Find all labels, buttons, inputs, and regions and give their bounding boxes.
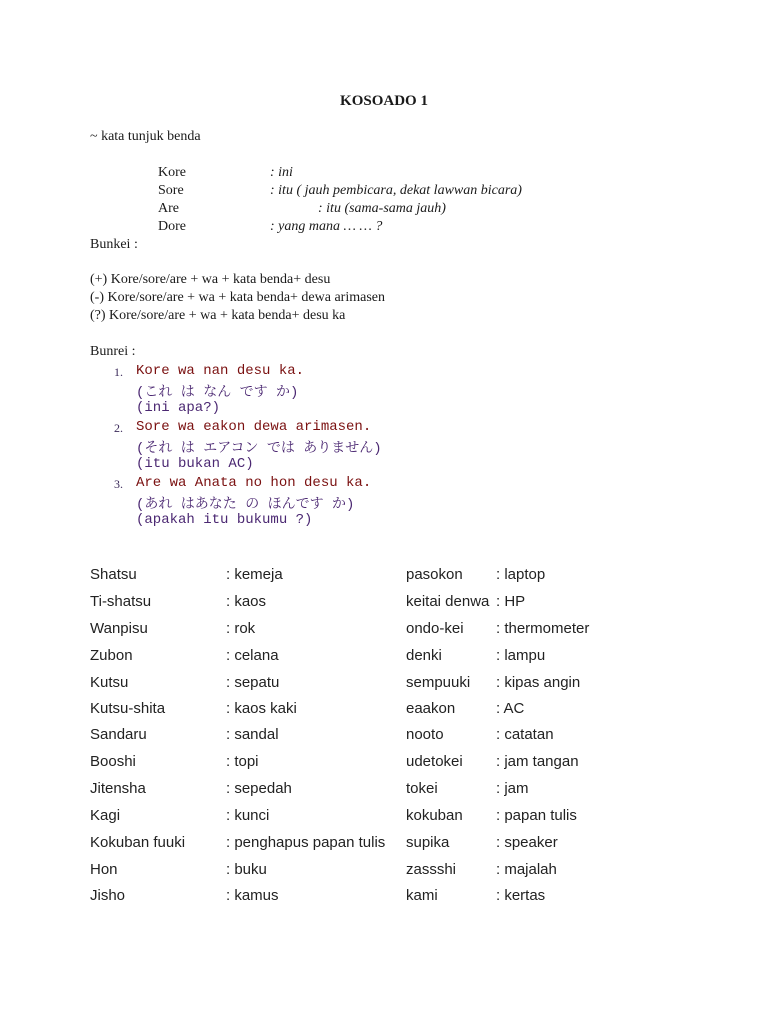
vocab-word: tokei bbox=[406, 780, 438, 797]
vocab-word: Kutsu bbox=[90, 674, 129, 691]
vocab-meaning: : jam bbox=[496, 780, 529, 797]
vocab-word: Ti-shatsu bbox=[90, 593, 152, 610]
vocab-meaning: : laptop bbox=[496, 566, 546, 583]
kosoado-meaning: : itu ( jauh pembicara, dekat lawwan bicara) bbox=[270, 183, 522, 198]
example-number: 3. bbox=[114, 477, 123, 491]
vocab-word: Jisho bbox=[90, 887, 126, 904]
vocab-meaning: : kaos kaki bbox=[226, 700, 297, 717]
vocab-word: Kokuban fuuki bbox=[90, 834, 186, 851]
vocab-word: sempuuki bbox=[406, 674, 471, 691]
bunkei-pattern: (?) Kore/sore/are + wa + kata benda+ desu ka bbox=[90, 308, 346, 323]
vocab-word: Hon bbox=[90, 861, 118, 878]
vocab-meaning: : kertas bbox=[496, 887, 546, 904]
vocab-meaning: : topi bbox=[226, 753, 259, 770]
vocab-meaning: : jam tangan bbox=[496, 753, 579, 770]
vocab-meaning: : penghapus papan tulis bbox=[226, 834, 386, 851]
vocab-word: Shatsu bbox=[90, 566, 137, 583]
example-romaji: Kore wa nan desu ka. bbox=[136, 363, 305, 379]
vocab-word: Sandaru bbox=[90, 726, 147, 743]
bunkei-label: Bunkei : bbox=[90, 237, 138, 252]
vocab-word: keitai denwa bbox=[406, 593, 490, 610]
kosoado-meaning: : ini bbox=[270, 165, 293, 180]
vocab-meaning: : AC bbox=[496, 700, 525, 717]
vocab-meaning: : kaos bbox=[226, 593, 267, 610]
vocab-meaning: : lampu bbox=[496, 647, 546, 664]
vocab-word: Wanpisu bbox=[90, 620, 148, 637]
vocab-meaning: : kamus bbox=[226, 887, 279, 904]
vocab-meaning: : HP bbox=[496, 593, 526, 610]
vocab-meaning: : catatan bbox=[496, 726, 554, 743]
vocab-meaning: : kemeja bbox=[226, 566, 283, 583]
example-kana: (あれ はあなた の ほんです か) bbox=[136, 497, 355, 513]
vocab-word: kokuban bbox=[406, 807, 463, 824]
vocab-word: denki bbox=[406, 647, 442, 664]
vocab-word: Kutsu-shita bbox=[90, 700, 166, 717]
example-number: 1. bbox=[114, 365, 123, 379]
vocab-meaning: : speaker bbox=[496, 834, 558, 851]
vocab-meaning: : rok bbox=[226, 620, 256, 637]
vocab-word: ondo-kei bbox=[406, 620, 464, 637]
vocab-word: udetokei bbox=[406, 753, 463, 770]
vocab-word: Zubon bbox=[90, 647, 133, 664]
vocab-word: Kagi bbox=[90, 807, 121, 824]
vocab-word: Jitensha bbox=[90, 780, 146, 797]
vocab-word: supika bbox=[406, 834, 450, 851]
vocab-word: nooto bbox=[406, 726, 444, 743]
example-meaning: (apakah itu bukumu ?) bbox=[136, 512, 313, 528]
kosoado-word: Dore bbox=[158, 219, 186, 234]
example-number: 2. bbox=[114, 421, 123, 435]
vocab-meaning: : kipas angin bbox=[496, 674, 581, 691]
subtitle: ~ kata tunjuk benda bbox=[90, 129, 201, 144]
vocab-meaning: : sandal bbox=[226, 726, 279, 743]
vocab-meaning: : buku bbox=[226, 861, 267, 878]
vocab-meaning: : sepatu bbox=[226, 674, 280, 691]
kosoado-word: Sore bbox=[158, 183, 184, 198]
vocab-word: zassshi bbox=[406, 861, 457, 878]
example-kana: (それ は エアコン では ありません) bbox=[136, 441, 382, 457]
kosoado-meaning: : itu (sama-sama jauh) bbox=[318, 201, 446, 216]
bunrei-label: Bunrei : bbox=[90, 344, 136, 359]
vocab-meaning: : celana bbox=[226, 647, 279, 664]
bunkei-pattern: (-) Kore/sore/are + wa + kata benda+ dewa arimasen bbox=[90, 290, 385, 305]
page-title: KOSOADO 1 bbox=[340, 93, 428, 109]
vocab-meaning: : papan tulis bbox=[496, 807, 577, 824]
example-romaji: Are wa Anata no hon desu ka. bbox=[136, 475, 372, 491]
kosoado-meaning: : yang mana … … ? bbox=[270, 219, 383, 234]
example-meaning: (itu bukan AC) bbox=[136, 456, 254, 472]
bunkei-pattern: (+) Kore/sore/are + wa + kata benda+ desu bbox=[90, 272, 331, 287]
vocab-meaning: : thermometer bbox=[496, 620, 590, 637]
kosoado-word: Are bbox=[158, 201, 179, 216]
vocab-meaning: : kunci bbox=[226, 807, 270, 824]
vocab-word: kami bbox=[406, 887, 438, 904]
vocab-meaning: : majalah bbox=[496, 861, 557, 878]
example-romaji: Sore wa eakon dewa arimasen. bbox=[136, 419, 372, 435]
example-meaning: (ini apa?) bbox=[136, 400, 221, 416]
kosoado-word: Kore bbox=[158, 165, 186, 180]
vocab-meaning: : sepedah bbox=[226, 780, 292, 797]
example-kana: (これ は なん です か) bbox=[136, 385, 299, 401]
vocab-word: pasokon bbox=[406, 566, 463, 583]
vocab-word: Booshi bbox=[90, 753, 136, 770]
vocab-word: eaakon bbox=[406, 700, 456, 717]
